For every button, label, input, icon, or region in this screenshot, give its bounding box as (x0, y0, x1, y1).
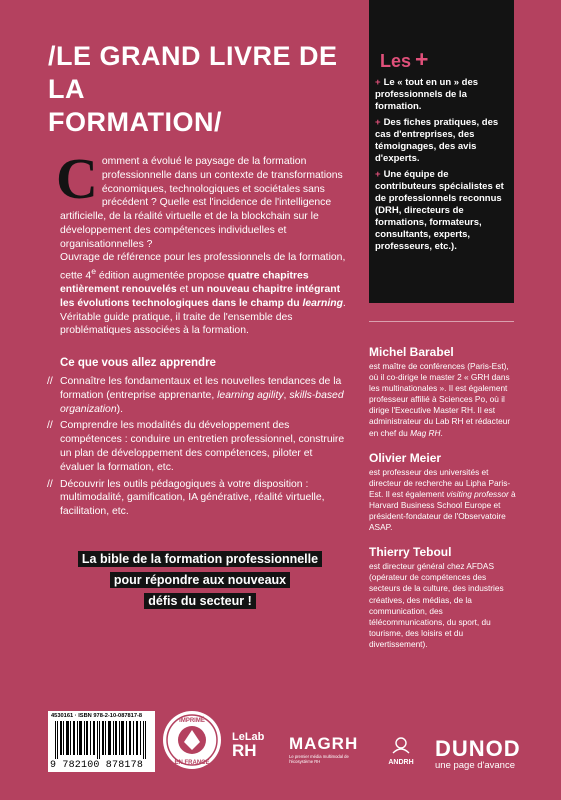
desc-part: édition augmentée propose (96, 270, 228, 282)
slash-bullet-icon: // (47, 478, 53, 490)
dunod-text: DUNOD (435, 736, 521, 761)
les-plus-item-text: Une équipe de contributeurs spécialistes et de professionnels reconnus (DRH, directeurs de formations, formateurs, consultants, experts, professeurs, etc.). (375, 169, 504, 252)
tagline (0, 549, 400, 612)
andrh-logo (381, 736, 421, 766)
slash-bullet-icon: // (47, 420, 53, 432)
magrh-text: MAGRH (289, 734, 359, 753)
learn-item-italic: learning agility (217, 389, 284, 401)
author-bio-text: à Harvard Business School Europe et président-fondateur de l'Observatoire ASAP. (369, 488, 516, 533)
les-plus-item-text: Des fiches pratiques, des cas d'entreprises, des témoignages, des avis d'experts. (375, 117, 499, 164)
tagline-line: La bible de la formation professionnelle (78, 551, 322, 567)
desc-bold: quatre chapitres entièrement renouvelés (60, 270, 309, 296)
author-bio (369, 467, 519, 534)
les-plus-heading (380, 46, 428, 73)
learn-item (47, 478, 349, 519)
author-name: Thierry Teboul (369, 545, 452, 560)
desc-sup: e (91, 265, 97, 276)
author-bio-text: est professeur des universités et directeur de recherche au Lipha Paris-Est. Il est également (369, 466, 511, 499)
andrh-text: ANDRH (388, 759, 414, 766)
right-strip (514, 0, 561, 800)
dunod-tagline: une page d'avance (435, 760, 515, 771)
author-block (369, 451, 519, 534)
seal-bottom-text: EN FRANCE (174, 760, 210, 766)
lelab-text: LeLab (232, 731, 265, 743)
author-block (369, 545, 519, 650)
andrh-emblem-icon (390, 736, 412, 754)
learn-item-italic: skills-based organization (60, 389, 344, 415)
title-line-1: /LE GRAND LIVRE DE LA (48, 41, 338, 104)
learn-list (47, 375, 349, 522)
title-line-2: FORMATION/ (48, 107, 222, 137)
isbn-text: 4530161 · ISBN 978-2-10-087817-8 (51, 713, 143, 719)
author-name: Olivier Meier (369, 450, 442, 465)
slash-bullet-icon: // (47, 376, 53, 387)
learn-item-text: Connaître les fondamentaux et les nouvelles tendances de la formation (entreprise apprenante, (60, 376, 342, 401)
author-bio-italic: visiting professor (446, 488, 509, 499)
author-bio-text: est maître de conférences (Paris-Est), où il co-dirige le master 2 « GRH dans les multinationales ». Il est également professeur affilié à Sciences Po, où il dirige l'Executive Master RH. Il est administrateur du Lab RH et rédacteur en chef du (369, 361, 511, 438)
tagline-line: défis du secteur ! (144, 593, 256, 609)
les-plus-item (375, 117, 511, 165)
barcode (48, 711, 155, 772)
author-bio (369, 361, 519, 439)
divider (369, 321, 514, 322)
learn-item (47, 375, 349, 416)
magrh-logo (289, 734, 369, 764)
dunod-logo (435, 738, 521, 771)
rh-text: RH (232, 741, 257, 760)
les-label: Les (380, 51, 412, 71)
description-paragraph (60, 251, 350, 338)
author-block (369, 345, 519, 439)
desc-part: et (176, 284, 192, 296)
learn-item-text: ). (116, 403, 123, 415)
les-plus-item-text: Le « tout en un » des professionnels de la formation. (375, 77, 479, 112)
author-name: Michel Barabel (369, 345, 454, 359)
plus-icon: + (415, 46, 429, 72)
intro-text: omment a évolué le paysage de la formation professionnelle dans un contexte de transformations économiques, technologiques et sociétales sans précédent ? Quelle est l'incidence de l'intelligence artificielle, de la réalité virtuelle et de la blockchain sur le développement des compétences individuelles et organisationnelles ? (60, 156, 343, 250)
lelab-rh-logo (232, 731, 282, 771)
learn-item-text: Découvrir les outils pédagogiques à votre disposition : multimodalité, gamification, IA générative, réalité virtuelle, facilitation, etc. (60, 478, 325, 518)
seal-top-text: IMPRIMÉ (179, 718, 205, 724)
learn-item-text: , (283, 389, 290, 401)
plus-bullet-icon: + (375, 117, 381, 128)
author-bio-text: . (440, 427, 443, 438)
learn-section-title: Ce que vous allez apprendre (60, 357, 216, 369)
desc-bold-text: un nouveau chapitre intégrant les évolutions technologiques dans le champ du (60, 284, 341, 309)
les-plus-item (375, 77, 511, 113)
imprime-en-france-seal-icon (162, 710, 222, 770)
learn-item-text: Comprendre les modalités du développement des compétences : conduire un entretien professionnel, construire un plan de développement des compétences, piloter et évaluer la formation, etc. (60, 420, 345, 473)
desc-part: Ouvrage de référence pour les professionnels de la formation, cette 4 (60, 252, 346, 282)
intro-paragraph (56, 146, 350, 252)
barcode-number: 9 782100 878178 (50, 760, 144, 771)
authors-section (369, 345, 519, 662)
learn-item (47, 419, 349, 474)
les-plus-item (375, 169, 511, 253)
desc-bold-italic: learning (302, 297, 343, 309)
author-bio-italic: Mag RH (410, 427, 441, 438)
book-title (48, 40, 368, 139)
drop-cap: C (56, 146, 98, 211)
magrh-tagline: Le premier média multimodal de l'écosystème RH (289, 754, 349, 764)
barcode-icon (53, 721, 150, 759)
desc-part: . Véritable guide pratique, il traite de l'ensemble des problématiques associées à la formation. (60, 297, 346, 337)
tagline-line: pour répondre aux nouveaux (110, 572, 290, 588)
plus-bullet-icon: + (375, 77, 381, 88)
les-plus-list (375, 77, 511, 257)
author-bio: est directeur général chez AFDAS (opérateur de compétences des secteurs de la culture, des industries créatives, des médias, de la communication, des télécommunications, du sport, du tourisme, des loisirs et du divertissement). (369, 561, 504, 649)
plus-bullet-icon: + (375, 169, 381, 180)
